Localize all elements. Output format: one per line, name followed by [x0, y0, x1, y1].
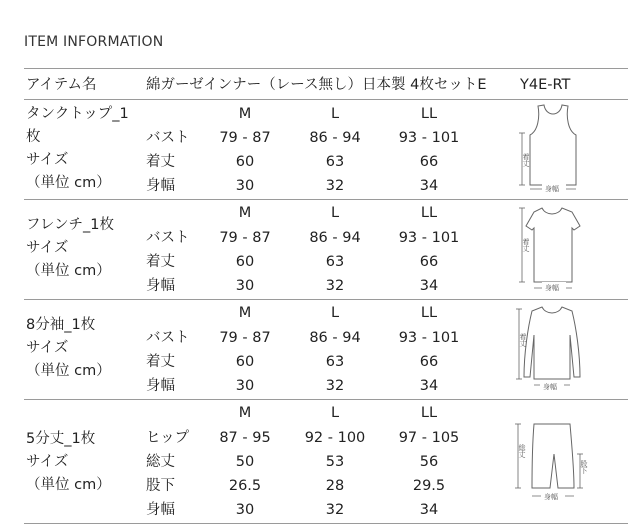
value-cell: 63: [325, 154, 345, 170]
value-cell: 66: [419, 354, 439, 370]
value-cell: 60: [235, 354, 255, 370]
value-cell: 53: [325, 454, 345, 470]
value-cell: 34: [419, 378, 439, 394]
size-header-l: L: [330, 106, 340, 122]
figure-label: 総丈: [518, 444, 526, 458]
figure-label: 身幅: [543, 383, 557, 391]
value-cell: 66: [419, 154, 439, 170]
value-cell: 79 - 87: [219, 330, 271, 346]
row-label: 身幅: [146, 378, 175, 394]
value-cell: 97 - 105: [398, 430, 460, 446]
divider: [24, 68, 628, 69]
divider: [24, 399, 628, 400]
figure-label: 身幅: [545, 284, 559, 292]
block-label: タンクトップ_1 枚 サイズ （単位 cm）: [26, 106, 129, 191]
figure-label: 身幅: [545, 185, 559, 193]
value-cell: 34: [419, 278, 439, 294]
value-cell: 63: [325, 254, 345, 270]
value-cell: 86 - 94: [309, 130, 361, 146]
value-cell: 66: [419, 254, 439, 270]
size-header-ll: LL: [420, 106, 438, 122]
value-cell: 34: [419, 178, 439, 194]
value-cell: 56: [419, 454, 439, 470]
value-cell: 26.5: [228, 478, 262, 494]
row-label: 総丈: [146, 454, 175, 470]
value-cell: 92 - 100: [304, 430, 366, 446]
block-label: 8分袖_1枚 サイズ （単位 cm）: [26, 317, 111, 379]
divider: [24, 99, 628, 100]
size-header-l: L: [330, 405, 340, 421]
size-header-ll: LL: [420, 405, 438, 421]
row-label: バスト: [146, 230, 190, 246]
figure-label: 身幅: [544, 493, 558, 501]
row-label: 着丈: [146, 154, 175, 170]
value-cell: 93 - 101: [398, 230, 460, 246]
size-header-l: L: [330, 305, 340, 321]
value-cell: 86 - 94: [309, 330, 361, 346]
value-cell: 87 - 95: [219, 430, 271, 446]
row-label: 身幅: [146, 278, 175, 294]
block-label: 5分丈_1枚 サイズ （単位 cm）: [26, 431, 111, 493]
french-sleeve-diagram: [516, 204, 586, 296]
value-cell: 50: [235, 454, 255, 470]
value-cell: 60: [235, 254, 255, 270]
value-cell: 32: [325, 378, 345, 394]
row-label: バスト: [146, 330, 190, 346]
value-cell: 86 - 94: [309, 230, 361, 246]
row-label: 身幅: [146, 178, 175, 194]
value-cell: 60: [235, 154, 255, 170]
size-header-m: M: [238, 106, 252, 122]
block-label: フレンチ_1枚 サイズ （単位 cm）: [26, 217, 115, 279]
value-cell: 32: [325, 502, 345, 518]
product-name: 綿ガーゼインナー（レース無し）日本製 4枚セットE: [146, 77, 487, 93]
item-name-label: アイテム名: [26, 77, 97, 93]
figure-label: 着丈: [519, 333, 527, 347]
row-label: ヒップ: [146, 430, 190, 446]
value-cell: 30: [235, 278, 255, 294]
section-title: ITEM INFORMATION: [24, 34, 164, 50]
size-header-m: M: [238, 205, 252, 221]
long-sleeve-diagram: [514, 303, 586, 395]
row-label: バスト: [146, 130, 190, 146]
value-cell: 29.5: [412, 478, 446, 494]
divider: [24, 299, 628, 300]
value-cell: 63: [325, 354, 345, 370]
size-header-ll: LL: [420, 305, 438, 321]
divider: [24, 523, 628, 524]
row-label: 着丈: [146, 354, 175, 370]
value-cell: 30: [235, 178, 255, 194]
row-label: 着丈: [146, 254, 175, 270]
row-label: 股下: [146, 478, 175, 494]
tank-top-diagram: [516, 103, 582, 195]
divider: [24, 199, 628, 200]
product-code: Y4E-RT: [520, 77, 571, 93]
value-cell: 32: [325, 278, 345, 294]
shorts-diagram: [512, 418, 596, 506]
size-header-m: M: [238, 405, 252, 421]
value-cell: 79 - 87: [219, 130, 271, 146]
value-cell: 28: [325, 478, 345, 494]
value-cell: 93 - 101: [398, 330, 460, 346]
value-cell: 34: [419, 502, 439, 518]
figure-label: 着丈: [522, 153, 530, 167]
size-header-l: L: [330, 205, 340, 221]
value-cell: 79 - 87: [219, 230, 271, 246]
figure-label: 着丈: [522, 238, 530, 252]
value-cell: 30: [235, 502, 255, 518]
value-cell: 32: [325, 178, 345, 194]
size-header-m: M: [238, 305, 252, 321]
figure-label: 股下: [580, 460, 588, 474]
value-cell: 30: [235, 378, 255, 394]
value-cell: 93 - 101: [398, 130, 460, 146]
size-header-ll: LL: [420, 205, 438, 221]
row-label: 身幅: [146, 502, 175, 518]
